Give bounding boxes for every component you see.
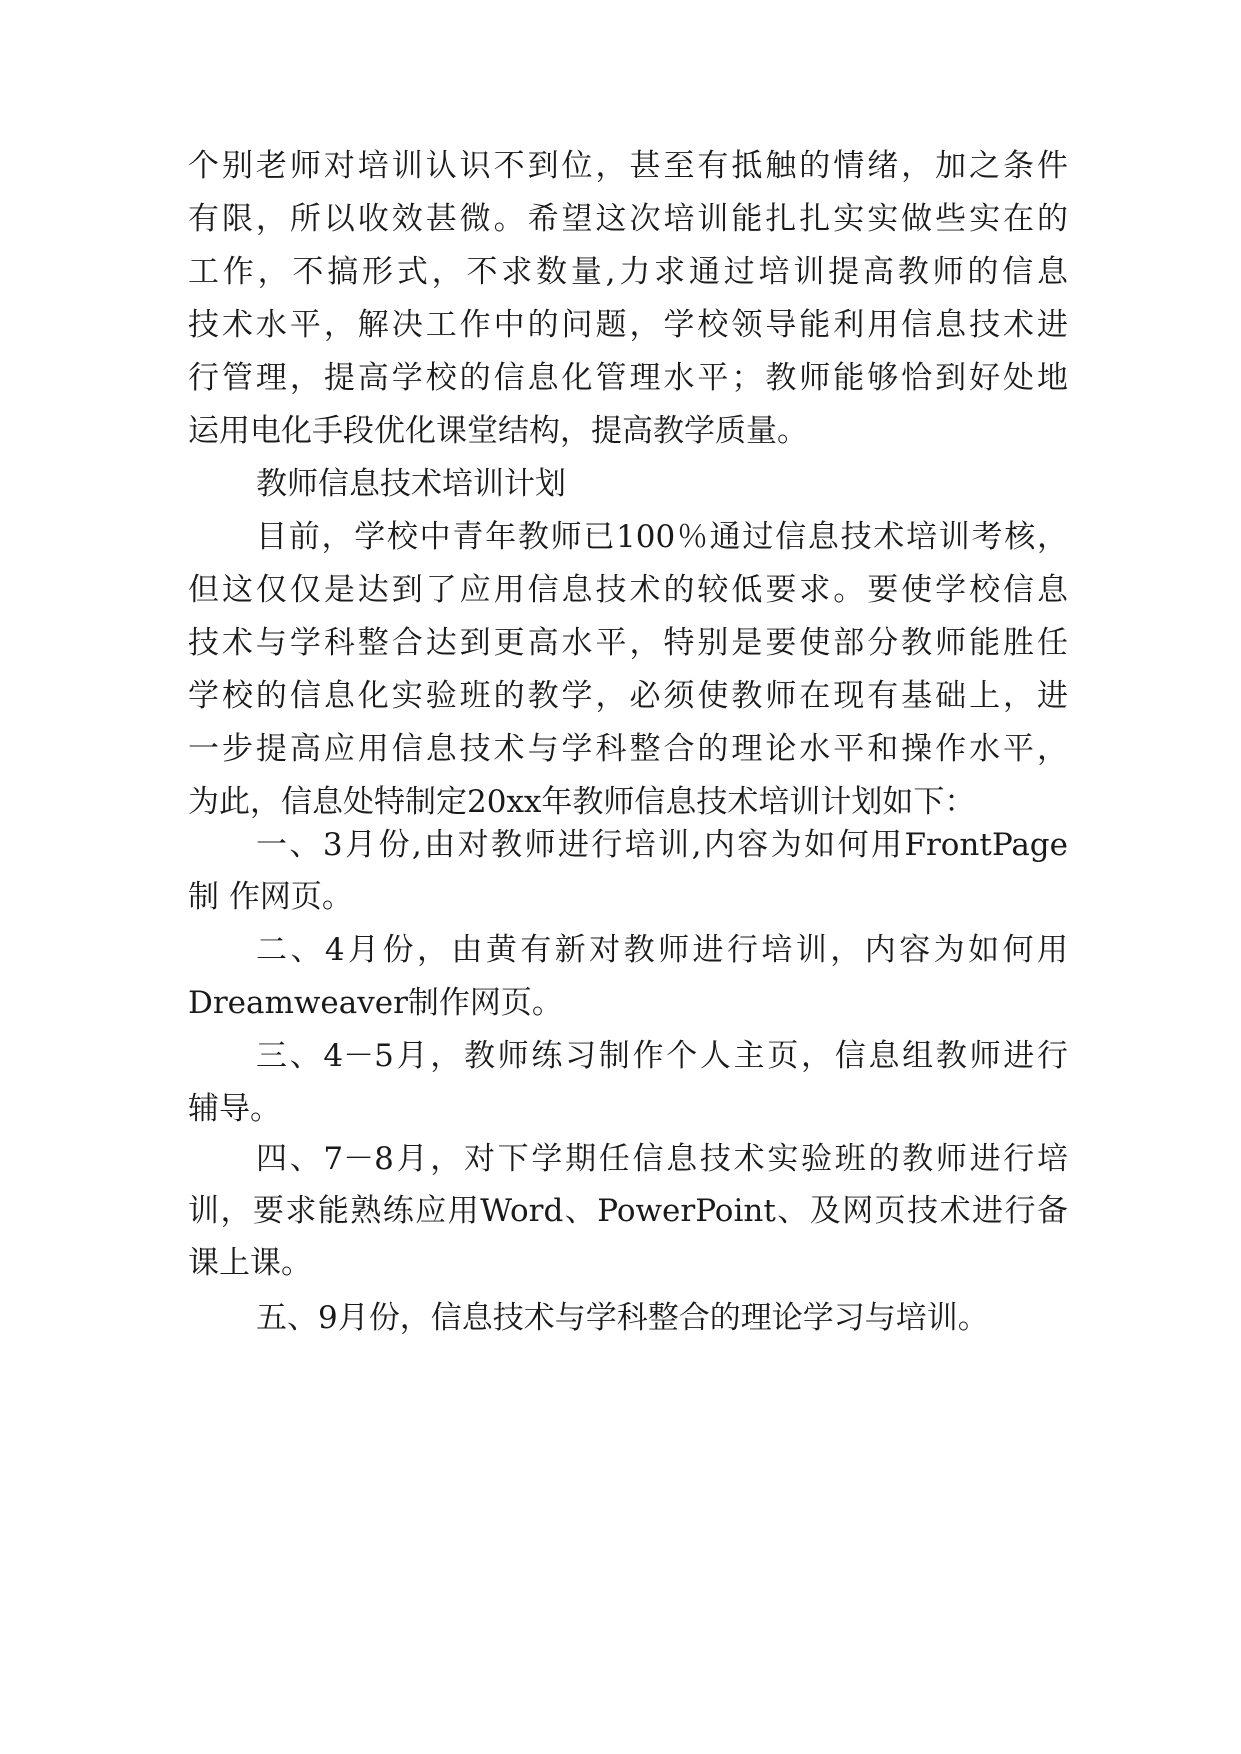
item-4-line-3: 课上课。 [188,1245,312,1281]
intro-line-2: 有限，所以收效甚微。希望这次培训能扎扎实实做些实在的 [188,201,1068,237]
section-heading: 教师信息技术培训计划 [256,466,566,502]
intro-line-5: 行管理，提高学校的信息化管理水平；教师能够恰到好处地 [188,360,1068,396]
intro-line-3: 工作，不搞形式，不求数量,力求通过培训提高教师的信息 [188,254,1068,290]
item-4-line-1: 四、7－8月，对下学期任信息技术实验班的教师进行培 [256,1141,1068,1177]
body-line-1: 目前，学校中青年教师已100％通过信息技术培训考核， [256,519,1068,555]
item-3-line-2: 辅导。 [188,1091,281,1127]
item-5-line-1: 五、9月份，信息技术与学科整合的理论学习与培训。 [256,1300,989,1336]
body-line-2: 但这仅仅是达到了应用信息技术的较低要求。要使学校信息 [188,572,1068,608]
body-line-4: 学校的信息化实验班的教学，必须使教师在现有基础上，进 [188,678,1068,714]
item-3-line-1: 三、4－5月，教师练习制作个人主页，信息组教师进行 [256,1038,1068,1074]
intro-line-6: 运用电化手段优化课堂结构，提高教学质量。 [188,413,808,449]
item-4-line-2: 训，要求能熟练应用Word、PowerPoint、及网页技术进行备 [188,1193,1068,1229]
item-1-line-2: 制 作网页。 [188,879,353,915]
body-line-3: 技术与学科整合达到更高水平，特别是要使部分教师能胜任 [188,625,1068,661]
body-line-6: 为此，信息处特制定20xx年教师信息技术培训计划如下： [188,784,976,820]
item-1-line-1: 一、3月份,由对教师进行培训,内容为如何用FrontPage [256,827,1068,863]
item-2-line-2: Dreamweaver制作网页。 [188,985,563,1021]
item-2-line-1: 二、4月份，由黄有新对教师进行培训，内容为如何用 [256,932,1068,968]
intro-line-4: 技术水平，解决工作中的问题，学校领导能利用信息技术进 [188,307,1068,343]
body-line-5: 一步提高应用信息技术与学科整合的理论水平和操作水平， [188,731,1068,767]
intro-line-1: 个别老师对培训认识不到位，甚至有抵触的情绪，加之条件 [188,148,1068,184]
